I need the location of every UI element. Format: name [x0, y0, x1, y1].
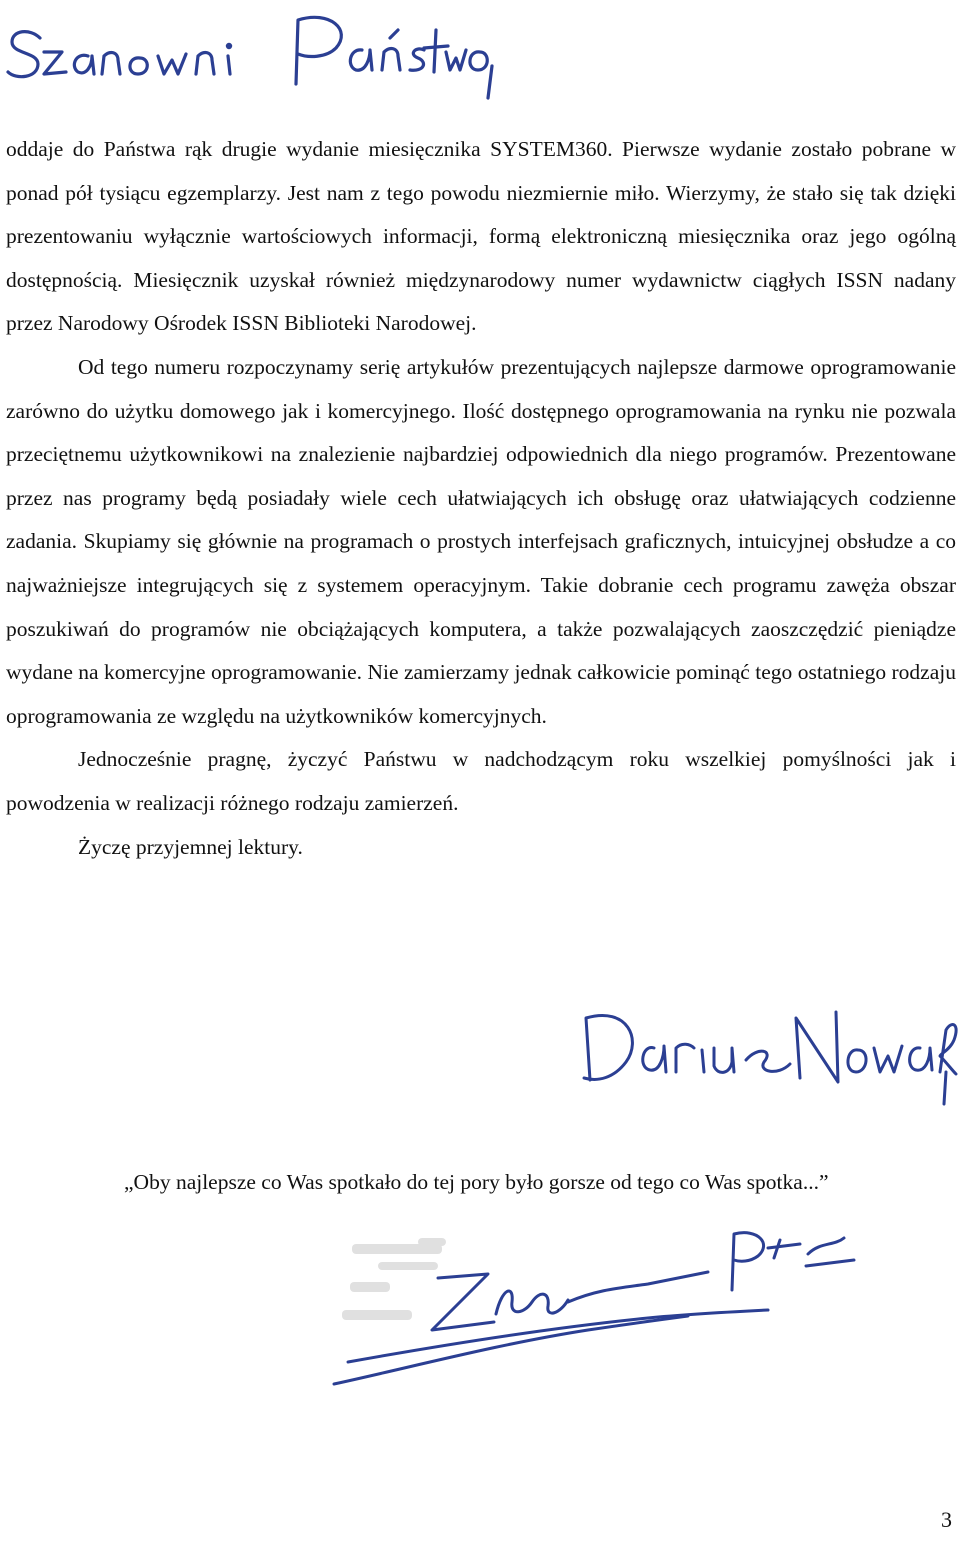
paragraph-4: Życzę przyjemnej lektury.	[78, 834, 303, 859]
editor-signature	[568, 1000, 958, 1115]
handwritten-greeting	[0, 0, 510, 110]
paragraph-3: Jednocześnie pragnę, życzyć Państwu w nadchodzącym roku wszelkiej pomyślności jak i powodzenia w realizacji różnego rodzaju zamierzeń.	[6, 747, 956, 815]
paragraph-1: oddaje do Państwa rąk drugie wydanie miesięcznika SYSTEM360. Pierwsze wydanie zostało pobrane w ponad pół tysiącu egzemplarzy. Jest nam z tego powodu niezmiernie miło. Wierzymy, że stało się tak dzięki prezentowaniu wyłącznie wartościowych informacji, formą elektroniczną miesięcznika oraz jego ogólną dostępnością. Miesięcznik uzyskał również międzynarodowy numer wydawnictw ciągłych ISSN nadany przez Narodowy Ośrodek ISSN Biblioteki Narodowej.	[6, 137, 956, 336]
paragraph-2: Od tego numeru rozpoczynamy serię artykułów prezentujących najlepsze darmowe oprogramowanie zarówno do użytku domowego jak i komercyjnego. Ilość dostępnego oprogramowania na rynku nie pozwala przeciętnemu użytkownikowi na znalezienie najbardziej odpowiednich dla niego programów. Prezentowane przez nas programy będą posiadały wiele cech ułatwiających ich obsługę oraz ułatwiających codzienne zadania. Skupiamy się głównie na programach o prostych interfejsach graficznych, intuicyjnej obsłudze a co najważniejsze integrujących się z systemem operacyjnym. Takie dobranie cech programu zawęża obszar poszukiwań do programów nie obciążających komputera, a także pozwalających zaoszczędzić pieniądze wydane na komercyjne oprogramowanie. Nie zamierzamy jednak całkowicie pominąć tego ostatniego rodzaju oprogramowania ze względu na użytkowników komercyjnych.	[6, 354, 956, 728]
stamp-signature	[328, 1218, 868, 1388]
closing-quote: „Oby najlepsze co Was spotkało do tej pory było gorsze od tego co Was spotka...”	[124, 1170, 829, 1194]
letter-body	[6, 128, 956, 869]
page-number: 3	[941, 1507, 952, 1532]
